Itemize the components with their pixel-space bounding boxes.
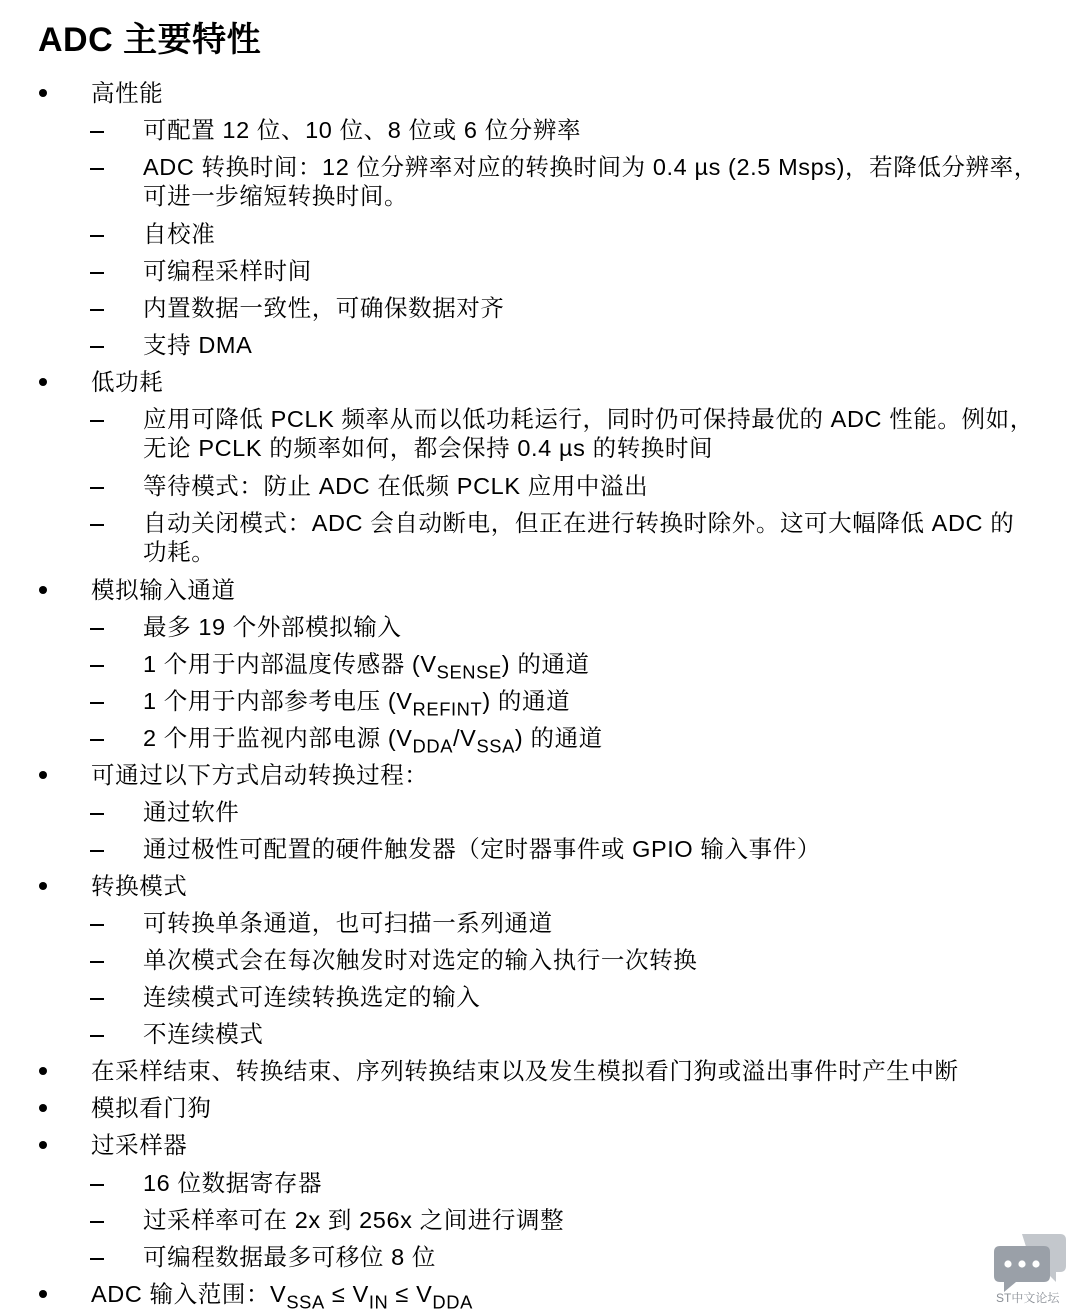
sub-item-auto-off-line1: 自动关闭模式：ADC 会自动断电，但正在进行转换时除外。这可大幅降低 ADC 的	[143, 510, 1015, 536]
dash-mark	[90, 702, 104, 704]
sub-item-data-shift: 可编程数据最多可移位 8 位	[143, 1244, 437, 1270]
sub-item-vrefint-channel: 1 个用于内部参考电压 $(V_{REFINT})$ 的通道	[143, 688, 571, 720]
bullet-high-performance: 高性能	[91, 80, 164, 106]
bullet-dot	[39, 89, 47, 97]
sub-item-auto-off-line2: 功耗。	[143, 539, 216, 565]
dash-mark	[90, 1035, 104, 1037]
sub-item-continuous-mode: 连续模式可连续转换选定的输入	[143, 984, 481, 1010]
bullet-dot	[39, 1067, 47, 1075]
dash-mark	[90, 1221, 104, 1223]
bullet-dot	[39, 771, 47, 779]
bullet-dot	[39, 586, 47, 594]
bullet-dot	[39, 1141, 47, 1149]
bullet-dot	[39, 1290, 47, 1298]
bullet-dot	[39, 1104, 47, 1112]
dash-mark	[90, 813, 104, 815]
dash-mark	[90, 1184, 104, 1186]
sub-item-self-calibration: 自校准	[143, 221, 216, 247]
sub-item-external-inputs: 最多 19 个外部模拟输入	[143, 614, 402, 640]
dash-mark	[90, 1258, 104, 1260]
dash-mark	[90, 487, 104, 489]
page-title: ADC 主要特性	[38, 21, 262, 59]
bullet-conversion-modes: 转换模式	[91, 873, 188, 899]
sub-item-programmable-sampling: 可编程采样时间	[143, 258, 312, 284]
sub-item-conversion-time-line1: ADC 转换时间：12 位分辨率对应的转换时间为 0.4 µs (2.5 Msps)，若降低分辨率，	[143, 154, 1038, 180]
sub-item-data-register: 16 位数据寄存器	[143, 1170, 323, 1196]
dash-mark	[90, 665, 104, 667]
dash-mark	[90, 168, 104, 170]
bullet-input-range: ADC 输入范围：$V_{SSA} \le V_{IN} \le V_{DDA}$	[91, 1281, 473, 1313]
bullet-oversampler: 过采样器	[91, 1132, 188, 1158]
bullet-interrupts: 在采样结束、转换结束、序列转换结束以及发生模拟看门狗或溢出事件时产生中断	[91, 1058, 959, 1084]
dash-mark	[90, 131, 104, 133]
dash-mark	[90, 739, 104, 741]
dash-mark	[90, 924, 104, 926]
dash-mark	[90, 272, 104, 274]
watermark-text: ST中文论坛	[996, 1291, 1060, 1305]
sub-item-oversampling-ratio: 过采样率可在 2x 到 256x 之间进行调整	[143, 1207, 565, 1233]
bullet-analog-inputs: 模拟输入通道	[91, 577, 236, 603]
sub-item-by-software: 通过软件	[143, 799, 240, 825]
sub-item-discontinuous-mode: 不连续模式	[143, 1021, 264, 1047]
bullet-dot	[39, 882, 47, 890]
dash-mark	[90, 961, 104, 963]
sub-item-single-mode: 单次模式会在每次触发时对选定的输入执行一次转换	[143, 947, 698, 973]
sub-item-supply-monitor-channels: 2 个用于监视内部电源 $(V_{DDA}/V_{SSA})$ 的通道	[143, 725, 603, 757]
dash-mark	[90, 628, 104, 630]
sub-item-low-pclk-line2: 无论 PCLK 的频率如何，都会保持 0.4 µs 的转换时间	[143, 435, 714, 461]
dash-mark	[90, 420, 104, 422]
dash-mark	[90, 346, 104, 348]
sub-item-by-hardware-trigger: 通过极性可配置的硬件触发器（定时器事件或 GPIO 输入事件）	[143, 836, 821, 862]
sub-item-conversion-time-line2: 可进一步缩短转换时间。	[143, 183, 409, 209]
bullet-low-power: 低功耗	[91, 369, 164, 395]
sub-item-wait-mode: 等待模式：防止 ADC 在低频 PCLK 应用中溢出	[143, 473, 649, 499]
bullet-analog-watchdog: 模拟看门狗	[91, 1095, 212, 1121]
sub-item-resolution: 可配置 12 位、10 位、8 位或 6 位分辨率	[143, 117, 582, 143]
sub-item-single-or-scan: 可转换单条通道，也可扫描一系列通道	[143, 910, 553, 936]
dash-mark	[90, 850, 104, 852]
sub-item-data-alignment: 内置数据一致性，可确保数据对齐	[143, 295, 505, 321]
dash-mark	[90, 524, 104, 526]
bullet-dot	[39, 378, 47, 386]
dash-mark	[90, 309, 104, 311]
sub-item-vsense-channel: 1 个用于内部温度传感器 $(V_{SENSE})$ 的通道	[143, 651, 590, 683]
bullet-start-conversion: 可通过以下方式启动转换过程：	[91, 762, 429, 788]
dash-mark	[90, 235, 104, 237]
sub-item-dma: 支持 DMA	[143, 332, 253, 358]
sub-item-low-pclk-line1: 应用可降低 PCLK 频率从而以低功耗运行，同时仍可保持最优的 ADC 性能。例如，	[143, 406, 1034, 432]
dash-mark	[90, 998, 104, 1000]
